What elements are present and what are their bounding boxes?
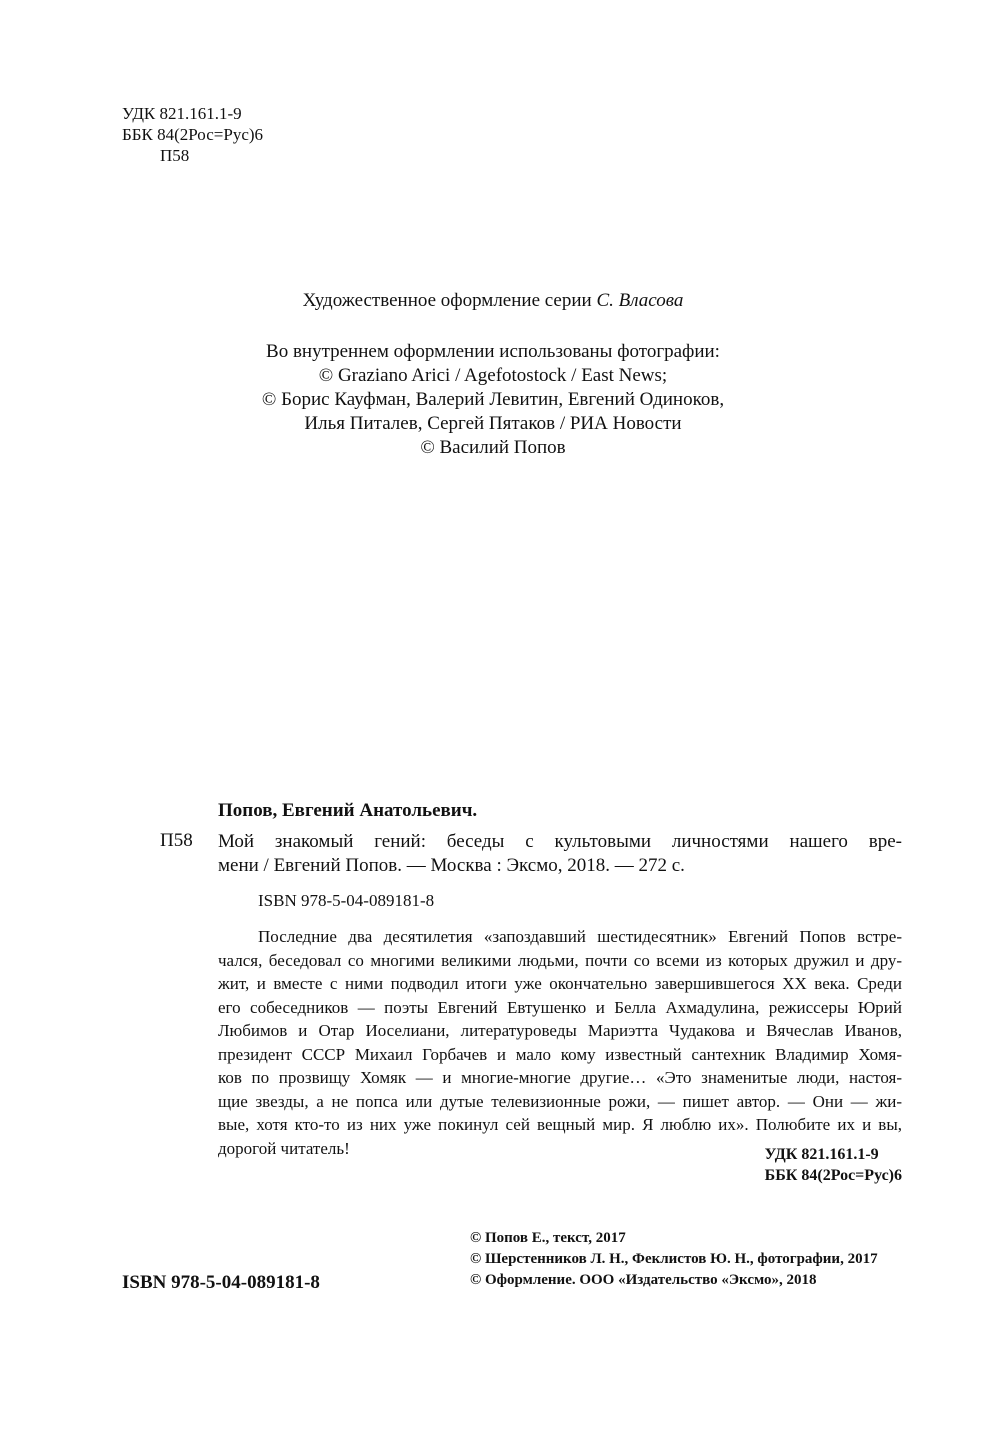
annotation-line: ков по прозвищу Хомяк — и многие-многие другие… «Это знаменитые люди, настоя- — [218, 1068, 902, 1087]
copyright-line: © Попов Е., текст, 2017 — [470, 1230, 626, 1246]
design-credit-name: С. Власова — [596, 290, 684, 311]
copyright-line: © Оформление. ООО «Издательство «Эксмо», 2018 — [470, 1272, 817, 1288]
annotation-line: жит, и вместе с ними подводил итоги уже окончательно завершившегося ХХ века. Среди — [218, 974, 902, 993]
bbk-code: ББК 84(2Рос=Рус)6 — [122, 125, 264, 144]
annotation-line: его собеседников — поэты Евгений Евтушенко и Белла Ахмадулина, режиссеры Юрий — [218, 997, 902, 1017]
isbn-main: ISBN 978-5-04-089181-8 — [122, 1272, 320, 1293]
udk-code: УДК 821.161.1-9 — [122, 104, 242, 123]
annotation-line: дорогой читатель! — [218, 1138, 350, 1158]
photo-credit-line: Илья Питалев, Сергей Пятаков / РИА Новости — [304, 413, 682, 434]
classification-top — [122, 103, 263, 166]
bbk-code: ББК 84(2Рос=Рус)6 — [764, 1167, 902, 1184]
classification-bottom — [765, 1144, 902, 1186]
design-credit — [0, 289, 986, 313]
author-mark: П58 — [160, 146, 190, 165]
annotation-line: чался, беседовал со многими великими людьми, почти со всеми из которых дружил и дру- — [218, 950, 902, 970]
photo-credits — [0, 340, 986, 460]
annotation — [218, 925, 902, 1160]
annotation-line: щие звезды, а не попса или дутые телевизионные рожи, — пишет автор. — Они — жи- — [218, 1091, 902, 1111]
annotation-line: Последние два десятилетия «запоздавший шестидесятник» Евгений Попов встре- — [258, 927, 902, 946]
design-credit-prefix: Художественное оформление серии — [302, 290, 592, 311]
annotation-line: вые, хотя кто-то из них уже покинул сей вещный мир. Я люблю их». Полюбите их и вы, — [218, 1115, 902, 1134]
photo-credit-line: © Борис Кауфман, Валерий Левитин, Евгений Одиноков, — [261, 389, 725, 410]
copyright-line: © Шерстенников Л. Н., Феклистов Ю. Н., фотографии, 2017 — [470, 1251, 878, 1267]
bibliography-line: мени / Евгений Попов. — Москва : Эксмо, 2018. — 272 с. — [218, 855, 685, 876]
copyright-block — [470, 1228, 878, 1291]
photo-credit-line: © Graziano Arici / Agefotostock / East News; — [318, 365, 668, 386]
bibliography-author: Попов, Евгений Анатольевич. — [218, 800, 478, 821]
bibliography-line: Мой знакомый гений: беседы с культовыми личностями нашего вре- — [218, 831, 902, 852]
udk-code: УДК 821.161.1-9 — [764, 1146, 879, 1163]
bibliography-title — [218, 830, 902, 878]
photo-credits-intro: Во внутреннем оформлении использованы фотографии: — [266, 341, 720, 362]
annotation-line: президент СССР Михаил Горбачев и мало кому известный сантехник Владимир Хомя- — [218, 1044, 902, 1064]
bibliography-code: П58 — [160, 830, 193, 851]
bibliography-isbn: ISBN 978-5-04-089181-8 — [258, 891, 435, 910]
annotation-line: Любимов и Отар Иоселиани, литературоведы Мариэтта Чудакова и Вячеслав Иванов, — [218, 1021, 902, 1040]
photo-credit-line: © Василий Попов — [420, 437, 566, 458]
